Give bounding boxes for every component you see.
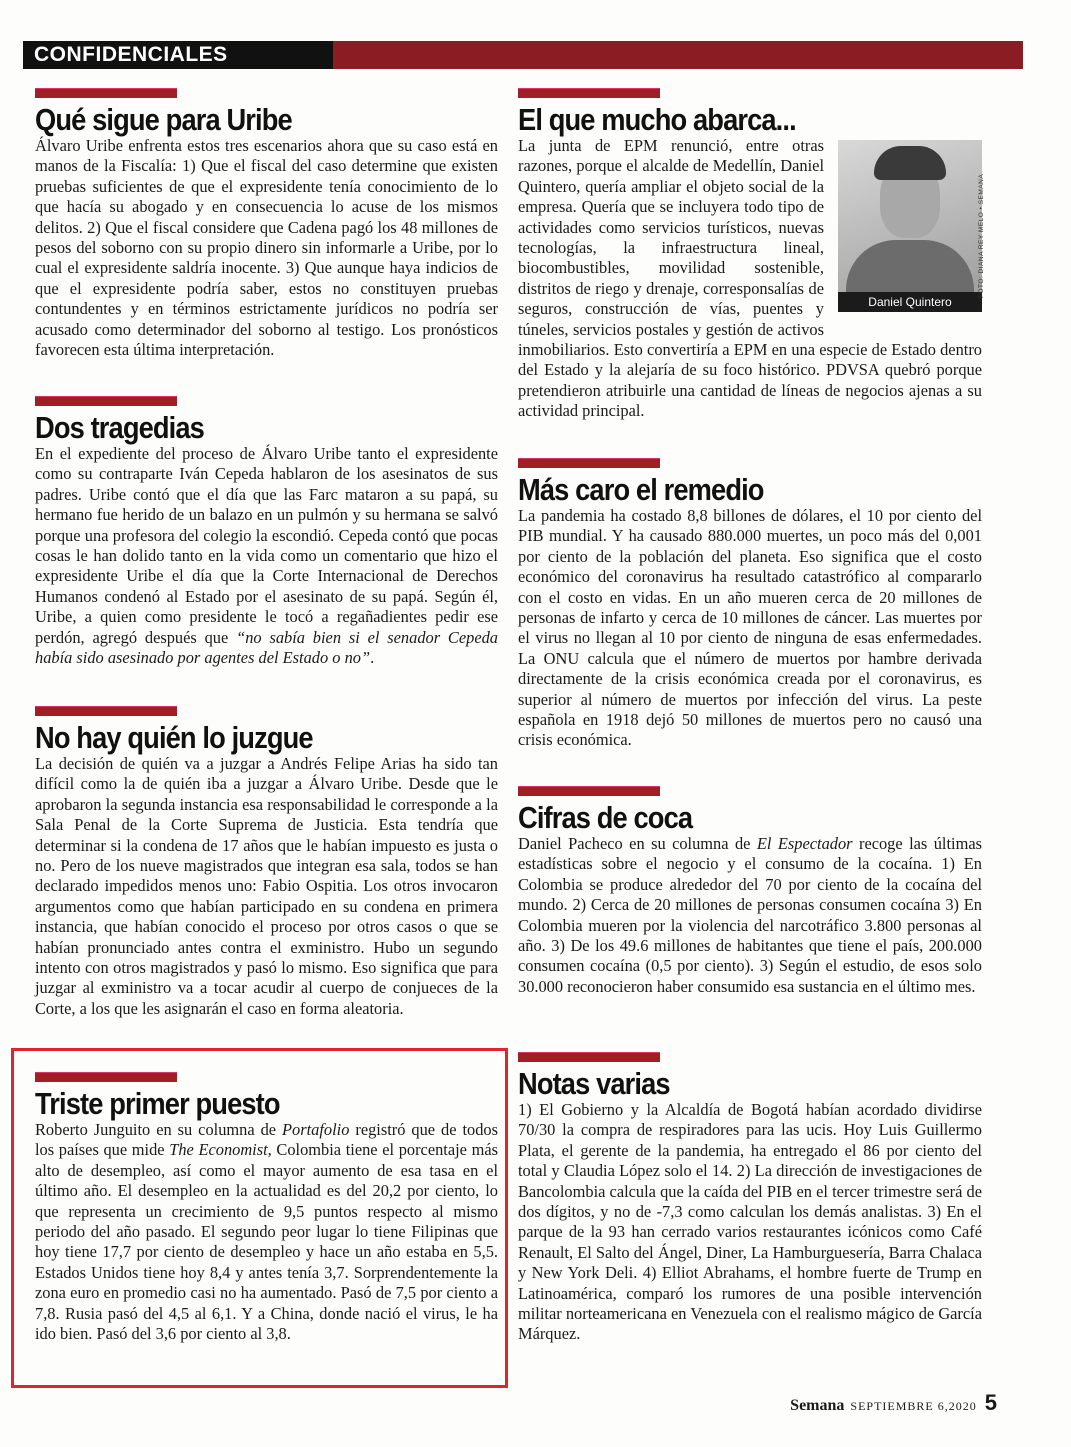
article-text: Daniel Pacheco en su columna de (518, 834, 757, 853)
article-title: Triste primer puesto (35, 1086, 280, 1121)
article-title: Notas varias (518, 1066, 670, 1101)
article-text: En el expediente del proceso de Álvaro Uribe tanto el expresidente como su contraparte Iván Cepeda hablaron de los asesinatos de sus padres. Uribe contó que el día que las Farc mataron a su papá, su hermano fue herido de un balazo en un pulmón y su hermana se salvó porque una profesora del colegio la escondió. Cepeda contó que pocas cosas le han dolido tanto en la vida como un comentario que hizo el expresidente Uribe el día que la Corte Internacional de Derechos Humanos condenó al Estado por el asesinato de su papá. Según él, Uribe, a quien como presidente le tocó a regañadientes pedir ese perdón, agregó después que (35, 444, 498, 647)
section-marker (35, 396, 177, 406)
article-text: registró que de todos los países que mide (35, 1120, 498, 1160)
article-body: La pandemia ha costado 8,8 billones de dólares, el 10 por ciento del PIB mundial. Y ha causado 880.000 muertes, un poco más del 0,001 por ciento de la población del planeta. Eso significa que el costo económico del coronavirus ha resultado catastrófico al compararlo con el costo en vidas. En un año mueren cerca de 20 millones de personas de infarto y cerca de 10 millones de cáncer. Las muertes por el virus no llegan al 10 por ciento de ninguna de esas enfermedades. La ONU calcula que el número de muertos por hambre derivada directamente de la crisis económica creada por el coronavirus, es superior al número de muertos por infección del virus. La peste española en 1918 dejó 50 millones de muertos pero no causó una crisis económica. (518, 506, 982, 750)
section-marker (35, 706, 177, 716)
article-title: El que mucho abarca... (518, 102, 796, 137)
section-marker (518, 88, 660, 98)
article-body (35, 444, 498, 668)
article-quote: “no sabía bien si el senador Cepeda había sido asesinado por agentes del Estado o no” (35, 627, 498, 668)
article-title: Cifras de coca (518, 800, 693, 835)
article-text: La junta de EPM renunció, entre otras razones, porque el alcalde de Medellín, Daniel Quintero, quería ampliar el objeto social de la empresa. Quería que se incluyera todo tipo de actividades como servicios turísticos, nuevas tecnologías, la infraestructura lineal, biocombustibles, movilidad sostenible, distritos de riego y drenaje, corresponsalías de seguros, construcción de vías, puentes y túneles, servicios postales y gestión de activos inmobiliarios. Esto convertiría a EPM en una especie de Estado dentro del Estado y la alejaría de su foco histórico. PDVSA quebró porque pretendieron atribuirle una cantidad de líneas de negocios ajenas a su actividad principal. (518, 136, 982, 421)
magazine-name: Semana (790, 1397, 845, 1414)
section-header: CONFIDENCIALES (34, 43, 228, 66)
article-text: recoge las últimas estadísticas sobre el negocio y el consumo de la cocaína. 1) En Colombia se produce alrededor del 70 por ciento de la cocaína del mundo. 2) Cerca de 20 millones de personas consumen cocaína 3) En Colombia mueren por la violencia del narcotráfico 3.800 personas al año. 3) De los 49.6 millones de habitantes que tiene el país, 200.000 consumen cocaína (0,5 por ciento). 3) Según el estudio, de esos solo 30.000 reconocieron haber consumido esa sustancia en el último mes. (518, 834, 982, 996)
article-text: , Colombia tiene el porcentaje más alto de desempleo, así como el mayor aumento de esa tasa en el último año. El desempleo en la actualidad es del 20,2 por ciento, lo que representa un crecimiento de 9,5 puntos respecto al mismo periodo del año pasado. El segundo peor lugar lo tiene Filipinas que hoy tiene 17,7 por ciento de desempleo y hace un año estaba en 5,5. Estados Unidos tiene hoy 8,4 y antes tenía 3,7. Sorprendentemente la zona euro en promedio casi no ha aumentado. Pasó de 7,5 por ciento a 7,8. Rusia pasó del 4,5 al 6,1. Y a China, donde nació el virus, le ha ido bien. Pasó del 3,6 por ciento al 3,8. (35, 1140, 499, 1344)
publication-name: Portafolio (282, 1120, 350, 1139)
article-title: No hay quién lo juzgue (35, 720, 313, 755)
article-uribe (35, 88, 498, 360)
article-title: Más caro el remedio (518, 472, 764, 507)
section-marker (518, 786, 660, 796)
article-remedio (518, 458, 982, 751)
article-tragedias (35, 396, 498, 668)
article-title: Qué sigue para Uribe (35, 102, 292, 137)
page-number: 5 (984, 1390, 997, 1415)
section-marker (35, 88, 177, 98)
article-notas (518, 1052, 982, 1345)
article-body: Álvaro Uribe enfrenta estos tres escenarios ahora que su caso está en manos de la Fiscalía: 1) Que el fiscal del caso determine que existen pruebas suficientes de que el expresidente tenía conocimiento de lo que hacía su abogado y en consecuencia lo acuse de los mismos delitos. 2) Que el fiscal considere que Cadena pagó los 48 millones de pesos del soborno con su propio dinero sin informarle a Uribe, por lo cual el expresidente saldría inocente. 3) Que aunque haya indicios de que el expresidente podría saber, estos no constituyen pruebas contundentes y en términos estrictamente jurídicos no podría ser acusado como determinador del soborno al testigo. Los pronósticos favorecen esta última interpretación. (35, 136, 498, 360)
article-juzgue (35, 706, 498, 1019)
article-title: Dos tragedias (35, 410, 204, 445)
photo-credit: FOTO: DIANA REY MELO • SEMANA (978, 173, 985, 298)
publication-name: The Economist (169, 1140, 268, 1160)
article-body: La decisión de quién va a juzgar a Andrés Felipe Arias ha sido tan difícil como la de quién iba a juzgar a Álvaro Uribe. Desde que le aprobaron la segunda instancia esa responsabilidad le corresponde a la Sala Penal de la Corte Suprema de Justicia. Esta tendría que determinar si la condena de 17 años que le habían impuesto es justa o no. Pero de los nueve magistrados que integran esa sala, todos se han declarado impedidos menos uno: Fabio Ospitia. Los otros invocaron argumentos como que habían participado en su condena en primera instancia, que habían conocido el proceso por otros casos o que se habían pronunciado antes contra el exministro. Hubo un segundo intento con otros magistrados y pasó lo mismo. Eso significa que para juzgar al exministro va a tocar acudir al cuerpo de conjueces de la Corte, a los que les asignarán el caso en forma aleatoria. (35, 754, 498, 1018)
section-marker (518, 1052, 660, 1062)
section-marker (518, 458, 660, 468)
article-body: 1) El Gobierno y la Alcaldía de Bogotá habían acordado dividirse 70/30 la compra de respiradores para las ucis. Hoy Luis Guillermo Plata, el gerente de la pandemia, ha entregado el 86 por ciento del total y Claudia López solo el 14. 2) La dirección de investigaciones de Bancolombia calcula que la caída del PIB en el tercer trimestre será de dos dígitos, y no de -7,3 como calculan los demás analistas. 3) En el parque de la 93 han cerrado varios restaurantes icónicos como Café Renault, El Salto del Ángel, Diner, La Hamburguesería, Barra Chalaca y New York Deli. 4) Elliot Abrahams, el hombre fuerte de Trump en Latinoamérica, comparó los rumores de una posible intervención militar norteamericana en Venezuela con el realismo mágico de García Márquez. (518, 1100, 982, 1344)
highlight-box (11, 1048, 508, 1388)
article-body (518, 834, 982, 997)
article-text-end: . (370, 648, 375, 668)
publication-name: El Espectador (756, 834, 853, 853)
issue-date: SEPTIEMBRE 6,2020 (850, 1399, 977, 1413)
photo-caption: Daniel Quintero (838, 292, 982, 312)
portrait-photo (838, 140, 982, 312)
page-footer (790, 1390, 997, 1416)
article-coca (518, 786, 982, 997)
article-text: Roberto Junguito en su columna de (35, 1120, 283, 1139)
